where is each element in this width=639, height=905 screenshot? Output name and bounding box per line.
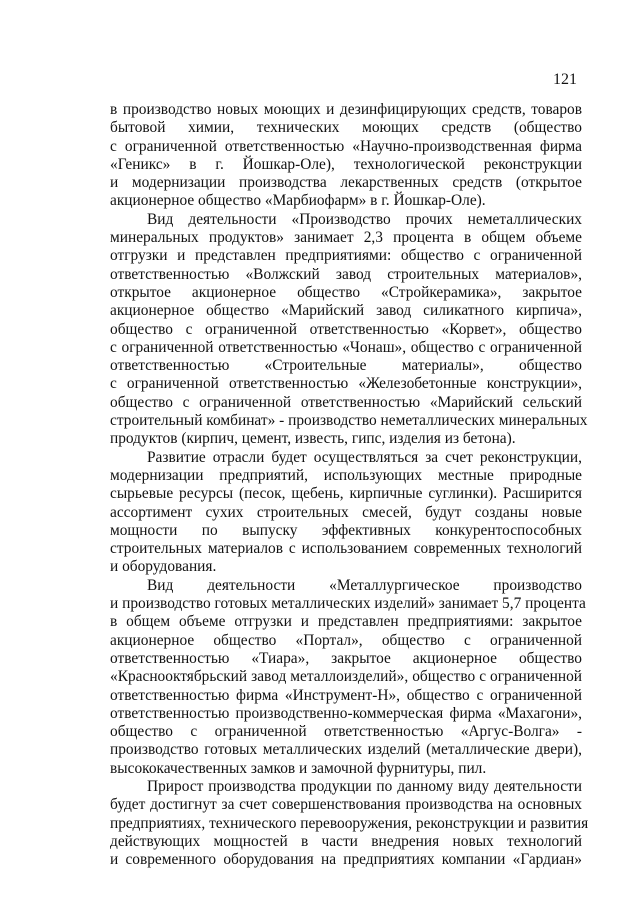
paragraph [110, 101, 582, 211]
text-line: высококачественных замков и замочной фурнитуры, пил. [110, 759, 487, 777]
text-line: предприятиях, технического перевооружения, реконструкции и развития [110, 814, 589, 832]
paragraph [110, 576, 586, 778]
text-line: продуктов (кирпич, цемент, известь, гипс, изделия из бетона). [110, 430, 516, 448]
text-line: и оборудования. [110, 558, 217, 576]
text-line: открытое акционерное общество «Стройкерамика», закрытое [110, 283, 582, 301]
text-line: минеральных продуктов» занимает 2,3 процента в общем объеме [110, 229, 582, 247]
text-line: сырьевые ресурсы (песок, щебень, кирпичные суглинки). Расширится [110, 485, 582, 503]
paragraph [110, 210, 588, 449]
text-line: с ограниченной ответственностью «Железобетонные конструкции», [110, 375, 582, 393]
text-line: в производство новых моющих и дезинфицирующих средств, товаров [110, 101, 582, 118]
text-line: ответственностью фирма «Инструмент-Н», общество с ограниченной [110, 686, 582, 704]
text-line: и производство готовых металлических изделий» занимает 5,7 процента [110, 595, 586, 613]
text-line: Вид деятельности «Металлургическое производство [147, 576, 582, 594]
text-line: производство готовых металлических изделий (металлические двери), [110, 741, 582, 759]
text-line: акционерное общество «Марбиофарм» в г. Йошкар-Оле). [110, 192, 486, 210]
text-line: строительный комбинат» - производство неметаллических минеральных [110, 412, 588, 430]
text-line: отгрузки и представлен предприятиями: общество с ограниченной [110, 247, 582, 265]
text-line: будет достигнут за счет совершенствования производства на основных [110, 796, 582, 814]
text-line: модернизации предприятий, использующих местные природные [110, 466, 582, 484]
text-line: Развитие отрасли будет осуществляться за счет реконструкции, [147, 448, 582, 466]
text-line: мощности по выпуску эффективных конкурентоспособных [110, 521, 582, 539]
text-line: с ограниченной ответственностью «Чонаш», общество с ограниченной [110, 338, 582, 356]
text-line: бытовой химии, технических моющих средств (общество [110, 119, 582, 137]
text-line: ответственностью «Волжский завод строительных материалов», [110, 265, 582, 283]
text-line: общество с ограниченной ответственностью «Марийский сельский [110, 393, 582, 411]
text-line: «Геникс» в г. Йошкар-Оле), технологической реконструкции [110, 155, 582, 173]
paragraph [110, 449, 582, 577]
page-number: 121 [553, 71, 577, 88]
text-line: и модернизации производства лекарственных средств (открытое [110, 174, 582, 192]
text-line: ответственностью производственно-коммерческая фирма «Махагони», [110, 704, 582, 722]
text-line: в общем объеме отгрузки и представлен предприятиями: закрытое [110, 613, 582, 631]
text-line: общество с ограниченной ответственностью «Корвет», общество [110, 320, 582, 338]
text-line: и современного оборудования на предприятиях компании «Гардиан» [110, 851, 582, 869]
text-line: ассортимент сухих строительных смесей, будут созданы новые [110, 503, 582, 521]
text-line: Прирост производства продукции по данному виду деятельности [147, 777, 582, 795]
text-line: «Краснооктябрьский завод металлоизделий», общество с ограниченной [110, 668, 582, 686]
text-line: акционерное общество «Марийский завод силикатного кирпича», [110, 302, 582, 320]
text-line: ответственностью «Строительные материалы», общество [110, 357, 582, 375]
text-line: с ограниченной ответственностью «Научно-производственная фирма [110, 137, 582, 155]
paragraph [110, 777, 589, 869]
text-line: строительных материалов с использованием современных технологий [110, 540, 582, 558]
text-line: действующих мощностей в части внедрения новых технологий [110, 832, 582, 850]
text-line: Вид деятельности «Производство прочих неметаллических [147, 210, 582, 228]
text-line: ответственностью «Тиара», закрытое акционерное общество [110, 649, 582, 667]
text-line: общество с ограниченной ответственностью «Аргус-Волга» - [110, 723, 582, 741]
text-line: акционерное общество «Портал», общество с ограниченной [110, 631, 582, 649]
document-body [110, 101, 589, 869]
